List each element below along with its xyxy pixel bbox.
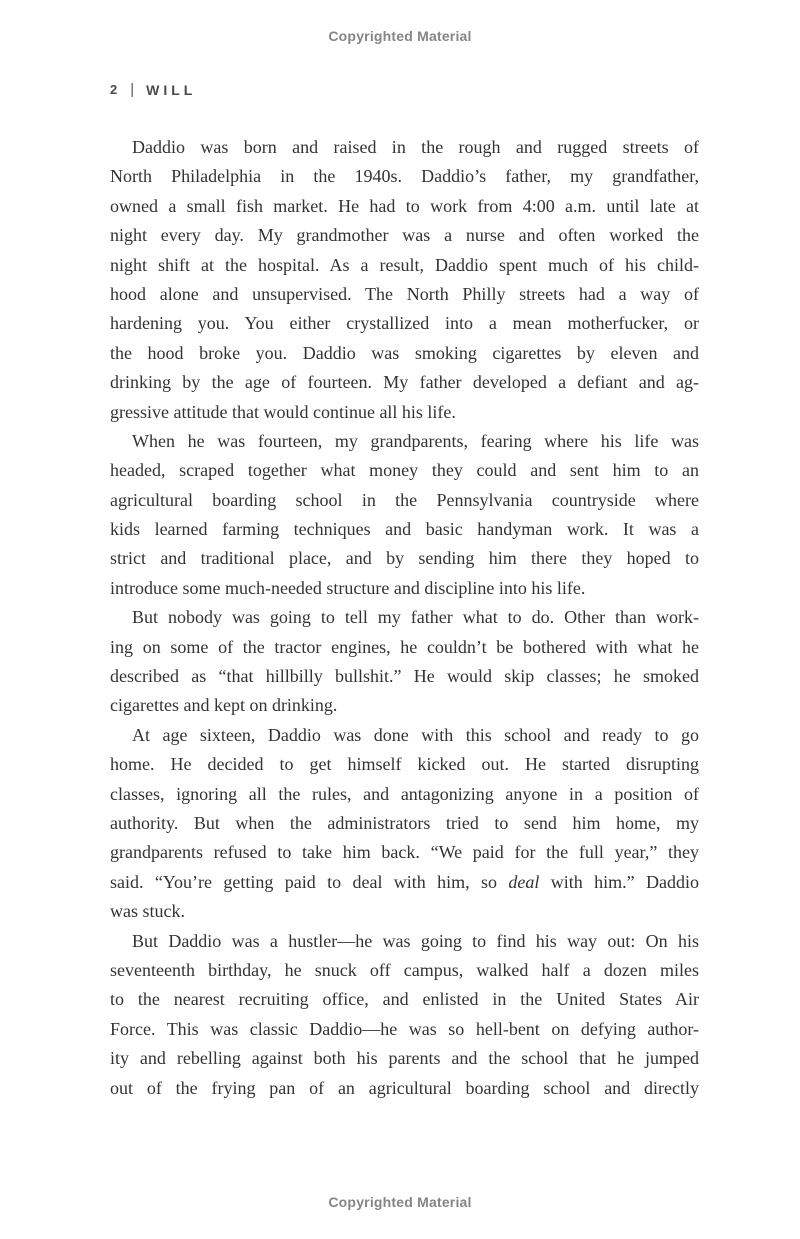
text-line: out of the frying pan of an agricultural boarding school and directly — [110, 1077, 699, 1098]
text-line: owned a small fish market. He had to work from 4:00 a.m. until late at — [110, 195, 699, 216]
text-line: hardening you. You either crystallized into a mean motherfucker, or — [110, 313, 699, 334]
text-line: agricultural boarding school in the Pennsylvania countryside where — [110, 489, 699, 510]
text-line — [110, 868, 699, 897]
text-line: gressive attitude that would continue all his life. — [110, 401, 456, 422]
text-line: seventeenth birthday, he snuck off campus, walked half a dozen miles — [110, 959, 699, 980]
text-segment: with him.” Daddio — [539, 871, 699, 892]
page-body — [110, 133, 699, 1103]
text-line: But nobody was going to tell my father what to do. Other than work- — [132, 607, 699, 628]
text-segment: said. “You’re getting paid to deal with him, so — [110, 871, 509, 892]
text-line: Force. This was classic Daddio—he was so hell-bent on defying author- — [110, 1018, 699, 1039]
text-line: strict and traditional place, and by sending him there they hoped to — [110, 548, 699, 569]
text-line: night shift at the hospital. As a result, Daddio spent much of his child- — [110, 254, 699, 275]
text-line: to the nearest recruiting office, and enlisted in the United States Air — [110, 989, 699, 1010]
text-line: was stuck. — [110, 901, 185, 922]
copyright-notice-bottom: Copyrighted Material — [328, 1194, 472, 1210]
text-line: hood alone and unsupervised. The North Philly streets had a way of — [110, 283, 699, 304]
text-line: classes, ignoring all the rules, and antagonizing anyone in a position of — [110, 783, 699, 804]
text-line: headed, scraped together what money they could and sent him to an — [110, 460, 699, 481]
text-line: introduce some much-needed structure and discipline into his life. — [110, 577, 586, 598]
text-line: When he was fourteen, my grandparents, fearing where his life was — [132, 430, 699, 451]
page-number: 2 — [110, 82, 119, 97]
text-line: night every day. My grandmother was a nurse and often worked the — [110, 225, 699, 246]
text-line: kids learned farming techniques and basic handyman work. It was a — [110, 519, 699, 540]
text-line: authority. But when the administrators tried to send him home, my — [110, 812, 699, 833]
text-line: But Daddio was a hustler—he was going to find his way out: On his — [132, 930, 699, 951]
text-line: the hood broke you. Daddio was smoking cigarettes by eleven and — [110, 342, 699, 363]
text-line: North Philadelphia in the 1940s. Daddio’s father, my grandfather, — [110, 166, 699, 187]
text-line: cigarettes and kept on drinking. — [110, 695, 338, 716]
text-line: drinking by the age of fourteen. My father developed a defiant and ag- — [110, 372, 699, 393]
text-line: Daddio was born and raised in the rough and rugged streets of — [132, 137, 699, 157]
copyright-notice-top: Copyrighted Material — [328, 28, 472, 44]
header-separator: | — [130, 81, 135, 98]
text-line: At age sixteen, Daddio was done with this school and ready to go — [132, 724, 699, 745]
text-line: home. He decided to get himself kicked out. He started disrupting — [110, 754, 699, 775]
book-title: WILL — [146, 81, 197, 98]
running-header — [110, 81, 196, 98]
text-line: ing on some of the tractor engines, he couldn’t be bothered with what he — [110, 636, 699, 657]
text-line: grandparents refused to take him back. “We paid for the full year,” they — [110, 842, 699, 863]
italic-emphasis: deal — [508, 871, 540, 892]
text-line: described as “that hillbilly bullshit.” He would skip classes; he smoked — [110, 666, 699, 687]
text-line: ity and rebelling against both his parents and the school that he jumped — [110, 1048, 699, 1069]
